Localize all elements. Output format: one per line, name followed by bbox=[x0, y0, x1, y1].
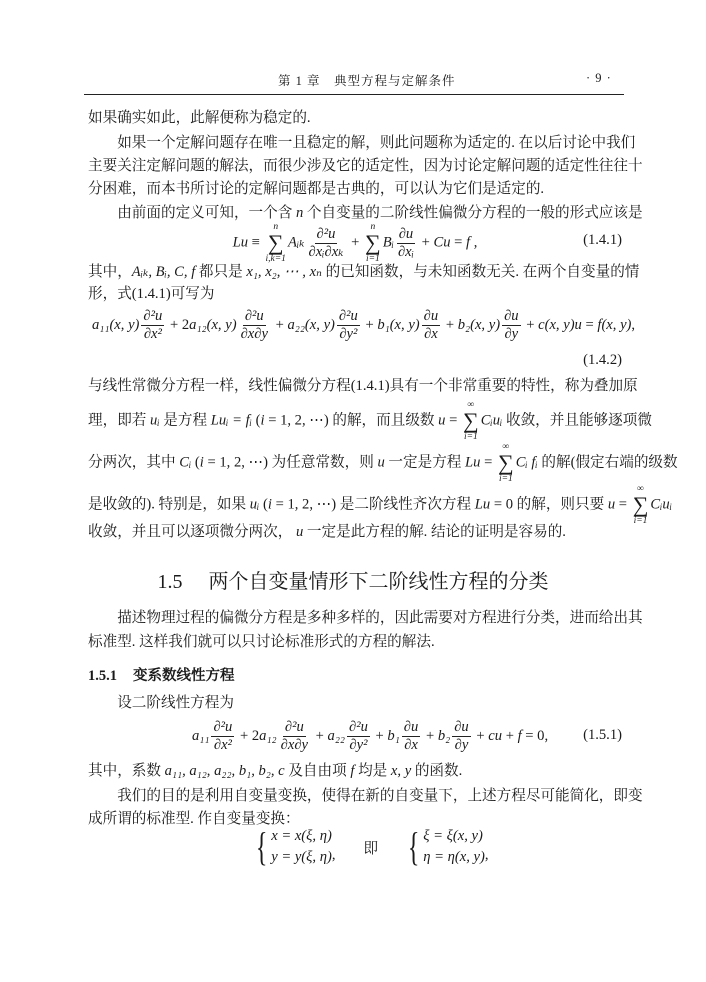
system-right: { ξ = ξ(x, y) η = η(x, y) , bbox=[407, 824, 489, 869]
summation bbox=[498, 442, 514, 484]
math-symbol: a₁₁, a₁₂, a₂₂, b₁, b₂, c bbox=[164, 763, 285, 779]
text-run: + bbox=[522, 317, 539, 333]
sigma-icon: ∑ bbox=[267, 230, 284, 255]
text-run: ( bbox=[251, 412, 261, 429]
sigma-icon: ∑ bbox=[632, 492, 649, 517]
summation-upper-limit: n bbox=[370, 222, 376, 232]
fraction-numerator: ∂u bbox=[504, 308, 519, 325]
summation-lower-limit: i=1 bbox=[498, 474, 513, 484]
text-line bbox=[88, 632, 622, 652]
math-symbol: Lu bbox=[474, 496, 491, 513]
text-run: 由前面的定义可知，一个含 bbox=[88, 205, 296, 221]
math-symbol: Aᵢₖ bbox=[287, 234, 305, 251]
summation-lower-limit: i=1 bbox=[633, 516, 648, 526]
fraction-denominator: ∂x∂y bbox=[280, 737, 309, 754]
fraction-denominator: ∂y bbox=[454, 737, 469, 754]
summation bbox=[463, 400, 479, 442]
text-run: 描述物理过程的偏微分方程是多种多样的，因此需要对方程进行分类，进而给出其 bbox=[88, 610, 643, 626]
math-symbol: cu bbox=[488, 728, 503, 744]
fraction-denominator: ∂xᵢ bbox=[397, 243, 414, 260]
text-run: , bbox=[470, 234, 478, 251]
text-run: 收敛，并且可以逐项微分两次， bbox=[88, 524, 296, 540]
text-run: 一定是方程 bbox=[384, 454, 466, 471]
math-symbol: u bbox=[295, 524, 304, 540]
fraction-numerator: ∂²u bbox=[284, 719, 304, 736]
fraction bbox=[396, 226, 416, 261]
text-run: = 0, bbox=[521, 728, 549, 744]
math-symbol: f bbox=[517, 728, 522, 744]
text-run: ( bbox=[191, 454, 200, 471]
text-run: 理，即若 bbox=[88, 412, 151, 429]
math-symbol: a₁₂(x, y) bbox=[189, 317, 237, 333]
text-line bbox=[88, 484, 673, 526]
math-symbol: Cᵢ bbox=[179, 454, 192, 471]
math-symbol: f bbox=[350, 763, 355, 779]
math-symbol: f(x, y) bbox=[597, 317, 632, 333]
text-run: = bbox=[480, 454, 496, 471]
text-run: + bbox=[442, 317, 458, 333]
summation-upper-limit: ∞ bbox=[502, 442, 510, 452]
math-symbol: f bbox=[466, 234, 471, 251]
fraction bbox=[239, 308, 270, 343]
summation bbox=[365, 222, 381, 264]
page-number: · 9 · bbox=[586, 71, 612, 85]
fraction-denominator: ∂y bbox=[504, 326, 519, 343]
fraction-numerator: ∂²u bbox=[316, 225, 336, 242]
text-run: 如果一个定解问题存在唯一且稳定的解，则此问题称为适定的. 在以后讨论中我们 bbox=[88, 135, 636, 151]
connector-text: 即 bbox=[363, 840, 379, 857]
text-run: 的解(假定右端的级数 bbox=[537, 454, 678, 471]
math-symbol: Cᵢ fᵢ bbox=[515, 454, 538, 471]
fraction-numerator: ∂²u bbox=[349, 719, 368, 736]
left-brace-icon: { bbox=[255, 824, 268, 869]
text-run: = 1, 2, ⋯) 为任意常数，则 bbox=[203, 454, 378, 471]
math-symbol: a₁₁ bbox=[192, 728, 210, 744]
math-symbol: Cᵢuᵢ bbox=[480, 412, 503, 429]
running-header-chapter: 第 1 章 典型方程与定解条件 bbox=[278, 74, 456, 88]
text-run: 分两次，其中 bbox=[88, 454, 180, 471]
subsection-heading bbox=[88, 664, 235, 685]
text-run: + bbox=[472, 728, 489, 744]
text-run: 收敛，并且能够逐项微 bbox=[502, 412, 652, 429]
summation-lower-limit: i=1 bbox=[463, 432, 478, 442]
math-symbol: u bbox=[377, 454, 385, 471]
text-run: = 0 的解，则只要 bbox=[490, 496, 608, 513]
fraction-numerator: ∂²u bbox=[338, 308, 358, 325]
summation-upper-limit: ∞ bbox=[467, 400, 475, 410]
system-row: y = y(ξ, η) bbox=[271, 849, 332, 865]
fraction-denominator: ∂x² bbox=[213, 737, 232, 754]
text-line bbox=[88, 522, 622, 542]
header-rule bbox=[84, 94, 624, 95]
summation-lower-limit: i=1 bbox=[365, 254, 380, 264]
fraction-numerator: ∂u bbox=[423, 308, 439, 325]
math-symbol: i bbox=[199, 454, 204, 471]
text-run: 其中，系数 bbox=[88, 763, 165, 779]
sigma-icon: ∑ bbox=[498, 450, 514, 475]
math-symbol: Lu bbox=[232, 234, 248, 251]
text-run: + bbox=[347, 234, 364, 251]
text-run: , bbox=[631, 317, 636, 333]
math-symbol: a₂₂ bbox=[327, 728, 345, 744]
math-symbol: c(x, y)u bbox=[538, 317, 582, 333]
math-symbol: x, y bbox=[390, 763, 412, 779]
math-symbol: u bbox=[607, 496, 616, 513]
text-run: = bbox=[445, 412, 461, 429]
fraction bbox=[337, 308, 360, 343]
text-run: + bbox=[371, 728, 388, 744]
text-run: 均是 bbox=[354, 763, 391, 779]
text-line bbox=[88, 262, 640, 282]
summation bbox=[633, 484, 649, 526]
fraction-numerator: ∂u bbox=[403, 719, 419, 736]
text-run: + bbox=[312, 728, 328, 744]
text-line bbox=[88, 284, 622, 304]
equation-1-5-1 bbox=[192, 716, 592, 756]
fraction bbox=[141, 308, 164, 343]
math-symbol: i bbox=[267, 496, 272, 513]
summation-lower-limit: i,k=1 bbox=[265, 254, 286, 264]
math-symbol: a₁₂ bbox=[259, 728, 277, 744]
fraction-denominator: ∂xᵢ∂xₖ bbox=[308, 243, 344, 260]
fraction bbox=[211, 719, 234, 754]
summation-upper-limit: ∞ bbox=[637, 484, 644, 494]
section-heading bbox=[0, 565, 706, 594]
fraction bbox=[347, 719, 370, 754]
math-symbol: Cu bbox=[433, 234, 451, 251]
subsection-title: 变系数线性方程 bbox=[133, 668, 235, 684]
section-title: 两个自变量情形下二阶线性方程的分类 bbox=[208, 571, 549, 593]
equation-1-4-2 bbox=[92, 305, 636, 345]
text-run: 我们的目的是利用自变量变换，使得在新的自变量下，上述方程尽可能简化，即变 bbox=[88, 788, 643, 804]
fraction bbox=[402, 719, 421, 754]
text-run: = bbox=[581, 317, 598, 333]
text-line bbox=[88, 108, 622, 128]
fraction bbox=[452, 719, 471, 754]
system-row: x = x(ξ, η) bbox=[271, 828, 332, 844]
sigma-icon: ∑ bbox=[365, 230, 381, 255]
text-run: 形，式(1.4.1)可写为 bbox=[88, 286, 215, 302]
variable-transform-system bbox=[252, 826, 489, 868]
math-symbol: i bbox=[260, 412, 265, 429]
fraction-denominator: ∂y² bbox=[349, 737, 368, 754]
text-run: 都只是 bbox=[195, 264, 247, 280]
text-run: 个自变量的二阶线性偏微分方程的一般的形式应该是 bbox=[303, 205, 643, 221]
fraction-denominator: ∂x∂y bbox=[240, 326, 268, 343]
math-symbol: u bbox=[438, 412, 446, 429]
equation-label: (1.4.1) bbox=[583, 232, 622, 248]
text-run: 一定是此方程的解. 结论的证明是容易的. bbox=[303, 524, 566, 540]
math-symbol: uᵢ bbox=[249, 496, 260, 513]
text-line bbox=[88, 693, 622, 713]
text-line bbox=[88, 608, 643, 628]
system-row: η = η(x, y) bbox=[423, 849, 485, 865]
text-run: + bbox=[502, 728, 518, 744]
fraction-denominator: ∂y² bbox=[339, 326, 358, 343]
text-line bbox=[88, 156, 643, 176]
text-line bbox=[88, 376, 638, 396]
summation-upper-limit: n bbox=[273, 222, 279, 232]
fraction bbox=[306, 226, 345, 261]
math-symbol: n bbox=[295, 205, 304, 221]
text-run: 标准型. 这样我们就可以只讨论标准形式的方程的解法. bbox=[88, 634, 435, 650]
text-run: + bbox=[422, 728, 438, 744]
text-line bbox=[88, 133, 636, 153]
math-symbol: a₁₁(x, y) bbox=[92, 317, 140, 333]
text-run: + 2 bbox=[236, 728, 260, 744]
text-run: + bbox=[271, 317, 288, 333]
text-line bbox=[88, 442, 678, 484]
system-row: ξ = ξ(x, y) bbox=[423, 828, 483, 844]
text-run: 是收敛的). 特别是，如果 bbox=[88, 496, 250, 513]
text-run: ( bbox=[259, 496, 268, 513]
text-line bbox=[88, 761, 622, 781]
fraction-numerator: ∂²u bbox=[244, 308, 264, 325]
text-run: ≡ bbox=[248, 234, 264, 251]
math-symbol: Cᵢuᵢ bbox=[650, 496, 673, 513]
math-symbol: Aᵢₖ, Bᵢ, C, f bbox=[131, 264, 196, 280]
text-run: 的函数. bbox=[411, 763, 463, 779]
sigma-icon: ∑ bbox=[463, 408, 479, 433]
fraction-numerator: ∂u bbox=[454, 719, 469, 736]
text-run: 与线性常微分方程一样，线性偏微分方程(1.4.1)具有一个非常重要的特性，称为叠加原 bbox=[88, 378, 638, 394]
math-symbol: Luᵢ = fᵢ bbox=[210, 412, 252, 429]
text-run: + 2 bbox=[166, 317, 190, 333]
text-run: 的已知函数，与未知函数无关. 在两个自变量的情 bbox=[321, 264, 640, 280]
math-symbol: uᵢ bbox=[150, 412, 160, 429]
equation-label: (1.4.2) bbox=[583, 352, 622, 368]
math-symbol: b₁ bbox=[387, 728, 400, 744]
text-line bbox=[88, 786, 643, 806]
text-run: = bbox=[615, 496, 631, 513]
text-run: = 1, 2, ⋯) 是二阶线性齐次方程 bbox=[271, 496, 475, 513]
math-symbol: Lu bbox=[465, 454, 481, 471]
fraction bbox=[422, 308, 441, 343]
text-line bbox=[88, 179, 622, 199]
text-run: = 1, 2, ⋯) 的解，而且级数 bbox=[264, 412, 439, 429]
text-run: 其中， bbox=[88, 264, 132, 280]
math-symbol: Bᵢ bbox=[382, 234, 394, 251]
fraction-numerator: ∂u bbox=[398, 225, 414, 242]
text-run: = bbox=[450, 234, 467, 251]
text-line bbox=[88, 203, 643, 223]
subsection-number: 1.5.1 bbox=[88, 668, 117, 684]
section-number: 1.5 bbox=[157, 571, 183, 593]
text-line bbox=[88, 400, 652, 442]
fraction-denominator: ∂x² bbox=[143, 326, 162, 343]
summation bbox=[266, 222, 286, 264]
fraction bbox=[502, 308, 521, 343]
equation-1-4-1 bbox=[88, 222, 622, 264]
text-run: 分困难，而本书所讨论的定解问题都是古典的，可以认为它们是适定的. bbox=[88, 181, 545, 197]
equation-label: (1.5.1) bbox=[583, 727, 622, 743]
fraction bbox=[279, 719, 310, 754]
math-symbol: x₁, x₂, ⋯ , xₙ bbox=[246, 264, 322, 280]
left-brace-icon: { bbox=[407, 824, 420, 869]
math-symbol: a₂₂(x, y) bbox=[287, 317, 335, 333]
fraction-denominator: ∂x bbox=[404, 737, 418, 754]
text-run: + bbox=[361, 317, 378, 333]
math-symbol: b₁(x, y) bbox=[377, 317, 420, 333]
text-run: 及自由项 bbox=[284, 763, 351, 779]
math-symbol: b₂ bbox=[437, 728, 451, 744]
text-run: + bbox=[417, 234, 434, 251]
fraction-numerator: ∂²u bbox=[213, 719, 233, 736]
text-run: 是方程 bbox=[159, 412, 211, 429]
text-run: 如果确实如此，此解便称为稳定的. bbox=[88, 110, 311, 126]
system-left: { x = x(ξ, η) y = y(ξ, η) , bbox=[255, 824, 336, 869]
math-symbol: b₂(x, y) bbox=[457, 317, 501, 333]
text-run: 主要关注定解问题的解法，而很少涉及它的适定性，因为讨论定解问题的适定性往往十 bbox=[88, 158, 643, 174]
fraction-numerator: ∂²u bbox=[143, 308, 163, 325]
fraction-denominator: ∂x bbox=[424, 326, 438, 343]
text-run: 设二阶线性方程为 bbox=[88, 695, 234, 711]
text-run: 成所谓的标准型. 作自变量变换： bbox=[88, 811, 300, 827]
